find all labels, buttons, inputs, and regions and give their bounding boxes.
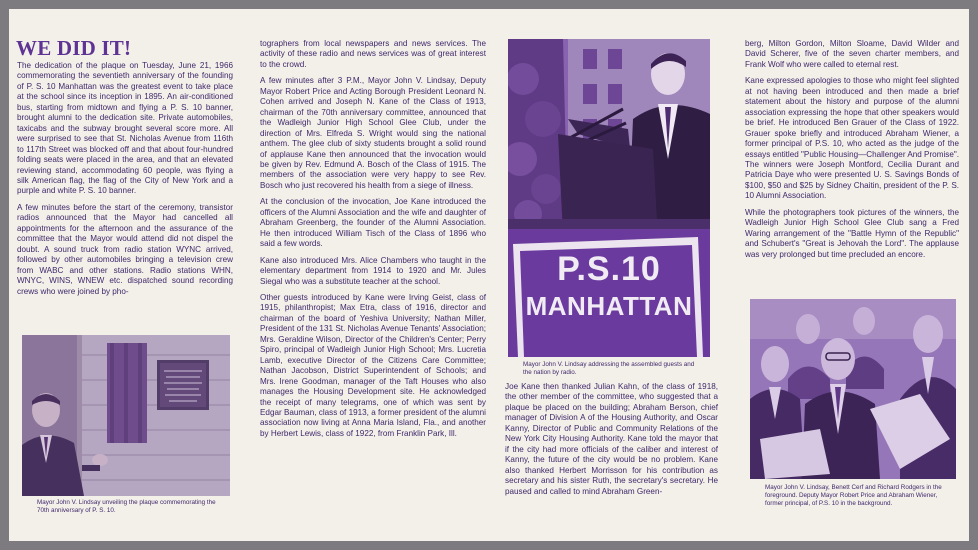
- photo-tint: [22, 335, 230, 496]
- photo-dignitaries: [750, 299, 956, 479]
- paragraph: A few minutes before the start of the ceremony, transistor radios announced that the Mayor had cancelled all appointments for the afternoon and the assurance of the committee that the Mayor would attend did not dispel the doubt. A sound truck from radio station WYNC arrived, followed by other automobiles bringing a television crew from WABC and other stations. Radio stations WHN, WNYC, WINS, WNEW etc. dispatched sound recording crews who were joined by pho-: [17, 202, 233, 296]
- caption-dignitaries: Mayor John V. Lindsay, Benett Cerf and Richard Rodgers in the foreground. Deputy Mayor Robert Price and Abraham Wiener, former principal, of P.S. 10 in the background.: [765, 484, 942, 507]
- column-2: [260, 39, 486, 445]
- caption-mayor-speaking: Mayor John V. Lindsay addressing the assembled guests and the nation by radio.: [523, 361, 695, 376]
- banner-line-2: MANHATTAN: [525, 291, 693, 321]
- brochure-page: [9, 9, 969, 541]
- paragraph: At the conclusion of the invocation, Joe Kane introduced the officers of the Alumni Association and the wife and daughter of Abraham Greenberg, the founder of the Alumni Association. He then introduced William Tisch of the Class of 1896 who said a few words.: [260, 197, 486, 249]
- paragraph: Kane expressed apologies to those who might feel slighted at not having been introduced and then made a brief statement about the history and purpose of the alumni association expressing the hope that other speakers would be brief. He introduced Ben Grauer of the Class of 1922. Grauer spoke briefly and introduced Abraham Wiener, a former principal of P.S. 10, who acted as the judge of the essays entitled "Public Housing—Challenger And Promise". The winners were Joseph Montford, Cecilia Durant and Patricia Daye who were presented U. S. Savings Bonds of $100, $50 and $25 by Sidney Chaitin, president of the P. S. 10 Alumni Association.: [745, 76, 959, 201]
- paragraph: The dedication of the plaque on Tuesday, June 21, 1966 commemorating the seventieth anniversary of the founding of P. S. 10 Manhattan was the greatest event to take place at the school since its inception in 1895. An air-conditioned bus, starting from midtown and flying a P. S. 10 banner, brought alumni to the dedication site. Private automobiles, taxicabs and the subway brought several score more. All were surprised to see that St. Nicholas Avenue from 116th to 117th Street was blocked off and that about four-hundred folding seats were placed in the area, and that an elevated reviewing stand, accommodating 60 people, was flying a silk American flag, the flag of the City of New York and a purple and white P. S. 10 banner.: [17, 61, 233, 196]
- banner-line-1: P.S.10: [557, 250, 661, 288]
- paragraph: A few minutes after 3 P.M., Mayor John V. Lindsay, Deputy Mayor Robert Price and Acting Borough President Leonard N. Cohen arrived and Joseph N. Kane of the Class of 1913, chairman of the 70th anniversary committee, announced that the Wadleigh Junior High School Glee Club, under the direction of Mrs. Elfreda S. Wright would sing the national anthem. The glee club of sixty students brought a solid round of applause Kane then announced that the invocation would be given by Rev. Edmund A. Bosch of the Class of 1915. The members of the association were very happy to see Rev. Bosch who just recovered his health from a siege of illness.: [260, 76, 486, 190]
- paragraph: Joe Kane then thanked Julian Kahn, of the class of 1918, the other member of the committee, who suggested that a plaque be placed on the building; Abraham Berson, chief manager of Division A of the Housing Authority, and Oscar Kanny, Director of Public and Community Relations of the New York City Housing Authority. Kane told the mayor that if the city had more officials of the caliber and interest of Kanny, the future of the city would be no problem. Kane also thanked Herbert Morrisson for his contribution as secretary and his sister Ruth, the secretary's secretary. He paused and called to mind Abraham Green-: [505, 382, 718, 496]
- paragraph: tographers from local newspapers and news services. The activity of these radio and news services was of great interest to the crowd.: [260, 39, 486, 69]
- column-4: [745, 39, 959, 266]
- paragraph: berg, Milton Gordon, Milton Sloame, David Wilder and David Scherer, five of the seven charter members, and Frank Wolf who were called to eternal rest.: [745, 39, 959, 69]
- headline: WE DID IT!: [16, 36, 132, 60]
- column-3-text: [505, 382, 718, 503]
- banner-text: [508, 249, 710, 323]
- paragraph: Other guests introduced by Kane were Irving Geist, class of 1915, philanthropist; Max Etra, class of 1916, director and chairman of the board of Yeshiva University; Nathan Miller, President of the 131 St. Nicholas Avenue Tenants' Association; Mrs. Geraldine Wilson, Director of the Children's Center; Perry Spiro, principal of Wadleigh Junior High School; Mrs. Lucretia Lamb, executive Director of the Citizens Care Committee; Nathan Jacobson, District Superintendent of Schools; and Mrs. Irene Goodman, manager of the Taft Houses who also manages the Housing Development site. He acknowledged the receipt of many telegrams, one of which was sent by Edgar Bauman, class of 1913, a former president of the alumni association now living at Anna Maria Island, Fla., and another by Herbert Lewis, class of 1922, from Franklin Park, Ill.: [260, 292, 486, 438]
- paragraph: Kane also introduced Mrs. Alice Chambers who taught in the elementary department from 1914 to 1920 and Mr. Jules Siegal who was a substitute teacher at the school.: [260, 255, 486, 286]
- photo-mayor-speaking: [508, 39, 710, 357]
- photo-plaque-unveiling: [22, 335, 230, 496]
- photo-tint: [750, 299, 956, 479]
- column-1: [17, 61, 233, 303]
- paragraph: While the photographers took pictures of the winners, the Wadleigh Junior High School Glee Club sang a Fred Waring arrangement of the "Battle Hymn of the Republic" and Schubert's "Great is Jehovah the Lord". The applause was very prolonged but time precluded an encore.: [745, 207, 959, 259]
- caption-plaque-photo: Mayor John V. Lindsay unveiling the plaque commemorating the 70th anniversary of P. S. 10.: [37, 499, 216, 514]
